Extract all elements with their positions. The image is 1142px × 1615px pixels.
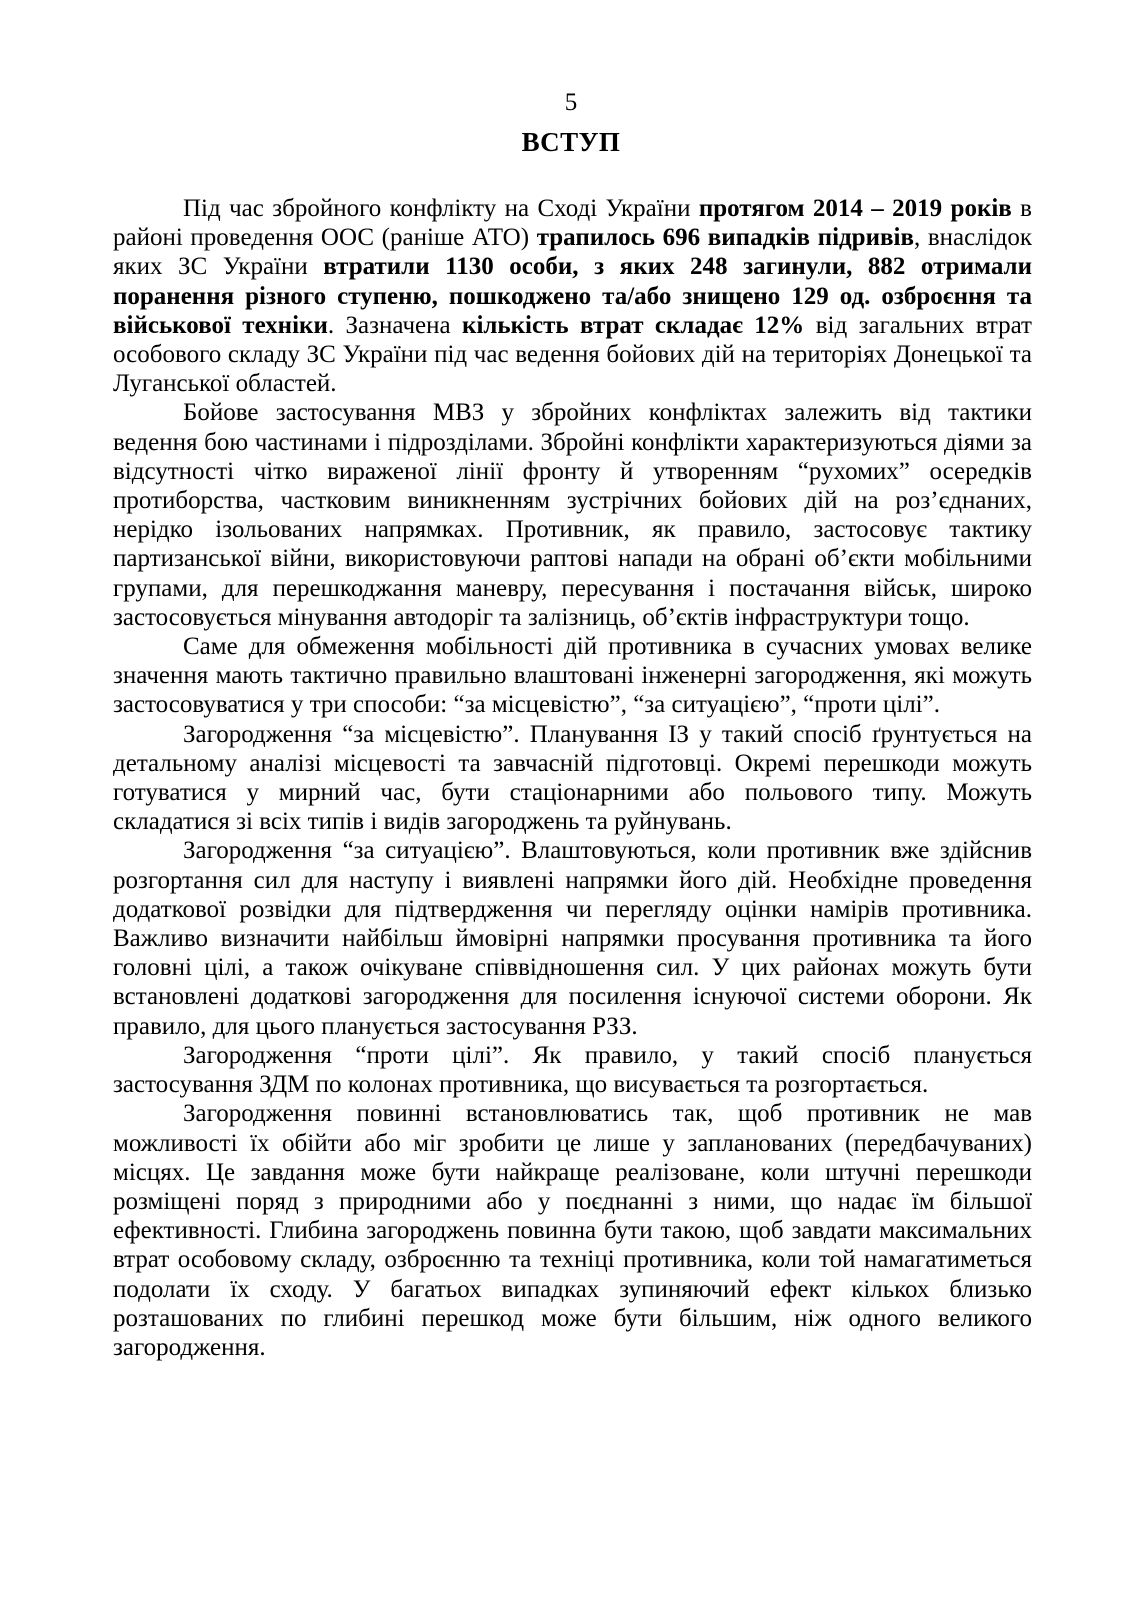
text-run: від загальних втрат особового складу ЗС України під час ведення бойових дій на територіях Донецької та Луганської областей. (113, 311, 1032, 398)
paragraph (113, 632, 1032, 720)
text-run: , внаслідок яких ЗС України (113, 224, 1032, 281)
paragraph (113, 1099, 1032, 1362)
paragraph (113, 398, 1032, 632)
text-run: Саме для обмеження мобільності дій противника в сучасних умовах велике значення мають тактично правильно влаштовані інженерні загородження, які можуть застосовуватися у три способи: “за місцевістю”, “за ситуацією”, “проти цілі”. (113, 633, 1032, 719)
text-run: Під час збройного конфлікту на Сході України (183, 195, 699, 222)
text-run: Бойове застосування МВЗ у збройних конфліктах залежить від тактики ведення бою частинами і підрозділами. Збройні конфлікти характеризуються діями за відсутності чітко вираженої лінії фронту й утворенням “рухомих” осередків протиборства, частковим виникненням зустрічних бойових дій на роз’єднаних, нерідко ізольованих напрямках. Противник, як правило, застосовує тактику партизанської війни, використовуючи раптові напади на обрані об’єкти мобільними групами, для перешкоджання маневру, пересування і постачання військ, широко застосовується мінування автодоріг та залізниць, об’єктів інфраструктури тощо. (113, 399, 1032, 631)
bold-text-run: втратили 1130 особи, з яких 248 загинули, 882 отримали поранення різного ступеню, пошкоджено та/або знищено 129 од. озброєння та військової техніки (113, 253, 1032, 339)
paragraph (113, 194, 1032, 398)
bold-text-run: протягом 2014 – 2019 років (698, 195, 1012, 222)
document-body (113, 194, 1032, 1362)
page-number: 5 (564, 89, 578, 116)
text-run: Загородження повинні встановлюватись так, щоб противник не мав можливості їх обійти або міг зробити це лише у запланованих (передбачуваних) місцях. Це завдання може бути найкраще реалізоване, коли штучні перешкоди розміщені поряд з природними або у поєднанні з ними, що надає їм більшої ефективності. Глибина загороджень повинна бути такою, щоб завдати максимальних втрат особовому складу, озброєнню та техніці противника, коли той намагатиметься подолати їх сходу. У багатьох випадках зупиняючий ефект кількох близько розташованих по глибині перешкод може бути більшим, ніж одного великого загородження. (113, 1100, 1032, 1361)
paragraph (113, 836, 1032, 1040)
bold-text-run: трапилось 696 випадків підривів (536, 224, 914, 252)
text-run: Загородження “проти цілі”. Як правило, у такий спосіб планується застосування ЗДМ по колонах противника, що висувається та розгортається. (113, 1041, 1032, 1099)
text-run: . Зазначена (327, 311, 463, 339)
text-run: в районі проведення ООС (раніше АТО) (113, 195, 1032, 252)
paragraph (113, 1041, 1032, 1099)
paragraph (113, 720, 1032, 837)
bold-text-run: кількість втрат складає 12% (462, 311, 805, 339)
text-run: Загородження “за місцевістю”. Планування ІЗ у такий спосіб ґрунтується на детальному аналізі місцевості та завчасній підготовці. Окремі перешкоди можуть готуватися у мирний час, бути стаціонарними або польового типу. Можуть складатися зі всіх типів і видів загороджень та руйнувань. (113, 720, 1032, 836)
text-run: Загородження “за ситуацією”. Влаштовуються, коли противник вже здійснив розгортання сил для наступу і виявлені напрямки його дій. Необхідне проведення додаткової розвідки для підтвердження чи перегляду оцінки намірів противника. Важливо визначити найбільш ймовірні напрямки просування противника та його головні цілі, а також очікуване співвідношення сил. У цих районах можуть бути встановлені додаткові загородження для посилення існуючої системи оборони. Як правило, для цього планується застосування РЗЗ. (113, 837, 1032, 1040)
document-title: ВСТУП (521, 127, 621, 157)
